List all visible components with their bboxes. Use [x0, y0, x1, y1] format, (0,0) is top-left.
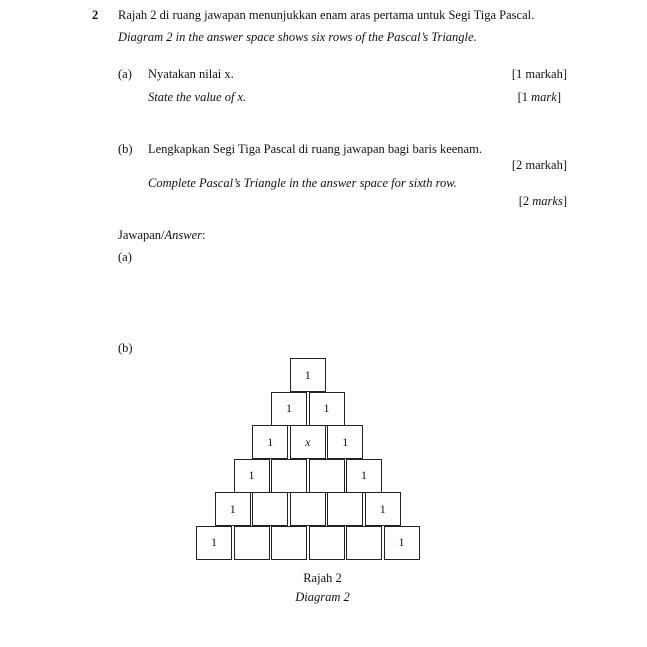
- triangle-cell-r5-c5: 1: [365, 492, 401, 526]
- triangle-cell-r6-c6: 1: [384, 526, 420, 560]
- question-number: 2: [92, 8, 99, 22]
- triangle-cell-r6-c3[interactable]: [271, 526, 307, 560]
- triangle-cell-r6-c5[interactable]: [346, 526, 382, 560]
- part-b-label: (b): [118, 142, 133, 156]
- triangle-cell-r4-c3[interactable]: [309, 459, 345, 493]
- triangle-cell-r5-c2[interactable]: [252, 492, 288, 526]
- triangle-cell-r4-c4: 1: [346, 459, 382, 493]
- part-b-marks-english: [2 marks]: [518, 194, 567, 208]
- part-a-marks-english: [1 mark]: [517, 90, 561, 104]
- answer-label-b: (b): [118, 341, 133, 355]
- part-b-marks-malay: [2 markah]: [511, 158, 567, 172]
- question-stem-malay: Rajah 2 di ruang jawapan menunjukkan enam aras pertama untuk Segi Tiga Pascal.: [118, 8, 535, 22]
- caption-malay: Rajah 2: [303, 571, 342, 585]
- triangle-cell-r6-c1: 1: [196, 526, 232, 560]
- triangle-cell-r4-c2[interactable]: [271, 459, 307, 493]
- triangle-cell-r5-c1: 1: [215, 492, 251, 526]
- question-stem-english: Diagram 2 in the answer space shows six rows of the Pascal’s Triangle.: [118, 30, 477, 44]
- triangle-cell-r3-c3: 1: [327, 425, 363, 459]
- part-a-text-english: State the value of x.: [148, 90, 247, 104]
- answer-label-a: (a): [118, 250, 132, 264]
- triangle-cell-r3-c1: 1: [252, 425, 288, 459]
- caption-english: Diagram 2: [295, 590, 350, 604]
- part-a-marks-malay: [1 markah]: [511, 67, 567, 81]
- answer-heading: Jawapan/Answer:: [118, 228, 206, 242]
- triangle-cell-r5-c4[interactable]: [327, 492, 363, 526]
- part-b-text-malay: Lengkapkan Segi Tiga Pascal di ruang jawapan bagi baris keenam.: [148, 142, 482, 156]
- part-b-text-english: Complete Pascal’s Triangle in the answer space for sixth row.: [148, 176, 457, 190]
- part-a-text-malay: Nyatakan nilai x.: [148, 67, 234, 81]
- triangle-cell-r2-c1: 1: [271, 392, 307, 426]
- triangle-cell-r2-c2: 1: [309, 392, 345, 426]
- triangle-cell-r3-c2: x: [290, 425, 326, 459]
- triangle-cell-r6-c4[interactable]: [309, 526, 345, 560]
- triangle-cell-r6-c2[interactable]: [234, 526, 270, 560]
- triangle-cell-r1-c1: 1: [290, 358, 326, 392]
- part-a-label: (a): [118, 67, 132, 81]
- triangle-cell-r4-c1: 1: [234, 459, 270, 493]
- triangle-cell-r5-c3[interactable]: [290, 492, 326, 526]
